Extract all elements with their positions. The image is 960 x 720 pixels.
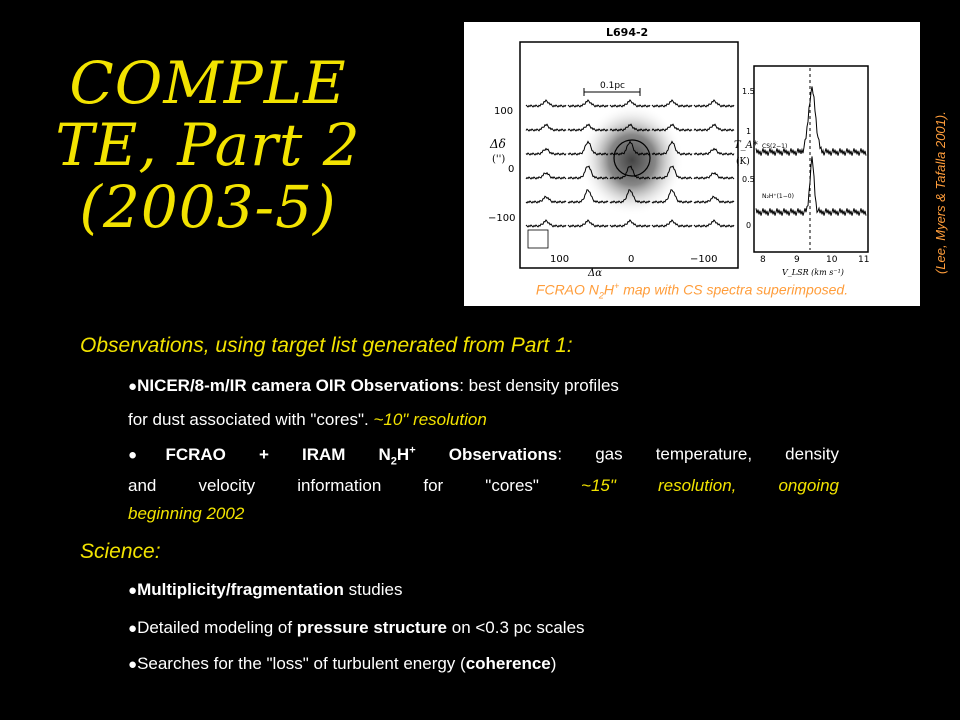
bullet-oir [128,376,619,396]
title-line-3: (2003-5) [79,173,337,241]
oir-resolution: ~10" resolution [373,410,487,429]
radio-beginning: beginning 2002 [128,504,245,523]
map-spectrum [526,100,566,107]
bullet-radio-cont-2 [128,504,244,524]
map-spectrum [526,173,566,179]
map-spectrum [526,149,566,156]
bullet-oir-cont [128,410,487,430]
spectrum-label: CS(2−1) [762,143,788,150]
y-axis-label: Δδ [490,137,506,151]
map-spectrum [652,220,692,227]
right-y-tick: 1.5 [742,87,755,96]
bullet-radio-cont [128,476,839,496]
radio-sub: 2 [390,455,397,468]
y-axis-unit: ('') [492,154,506,165]
panel-label: L694-2 [606,26,649,39]
n2h-spectrum [756,156,866,215]
radio-text-2: and velocity information for "cores" [128,476,582,495]
bullet-icon: ● [128,378,138,395]
map-spectrum [694,149,734,156]
right-x-tick: 9 [794,255,800,265]
bullet-icon: ● [128,656,138,673]
x-tick: −100 [690,254,718,265]
right-x-tick: 10 [826,255,838,265]
y-tick: −100 [488,213,516,224]
caption-mid: H [603,281,615,298]
map-spectrum [526,124,566,131]
x-tick: 100 [550,254,570,265]
pressure-text: on <0.3 pc scales [447,618,585,637]
radio-title-c: Observations [415,444,558,464]
map-and-spectra-image [464,22,920,278]
caption-sub: 2 [598,290,604,301]
y-tick: 0 [508,164,515,175]
radio-sup: + [409,444,416,456]
map-spectrum [526,196,566,203]
bullet-icon: ● [128,582,138,599]
x-axis-label: Δα [588,268,602,278]
oir-text: : best density profiles [459,376,619,395]
radio-text: : gas temperature, density [557,444,840,464]
bullet-icon: ● [128,620,138,637]
caption-post: map with CS spectra superimposed. [619,281,849,298]
column-density-blob [580,104,684,216]
map-spectrum [694,124,734,131]
map-spectrum [610,220,650,227]
title-line-2: TE, Part 2 [55,111,361,179]
science-heading: Science: [80,540,161,563]
coherence-bold: coherence [465,654,551,673]
map-spectrum [694,196,734,203]
multiplicity-text: studies [343,580,403,599]
radio-resolution: ~15" resolution, ongoing [581,476,839,495]
right-x-tick: 8 [760,255,766,265]
right-x-label: V_LSR (km s⁻¹) [782,268,844,277]
bullet-coherence [128,654,556,674]
right-y-tick: 1 [746,127,752,136]
caption-sup: + [614,281,620,291]
map-spectrum [694,220,734,227]
x-tick: 0 [628,254,635,265]
right-y-tick: 0.5 [742,175,755,184]
map-spectrum [694,100,734,107]
pressure-bold: pressure structure [296,618,448,637]
map-spectrum [652,100,692,107]
right-y-label: T_A* [734,140,758,151]
pressure-pre: Detailed modeling of [137,618,297,637]
spectra-figure [464,22,920,306]
map-spectrum [568,220,608,227]
map-spectrum [694,173,734,179]
figure-credit: (Lee, Myers & Tafalla 2001). [933,111,948,274]
title-line-1: COMPLE [69,49,347,117]
map-spectrum [568,100,608,107]
bullet-radio [128,444,839,467]
observations-heading: Observations, using target list generated from Part 1: [80,334,573,357]
map-spectrum [526,220,566,227]
figure-caption [464,281,920,300]
slide-title [48,49,368,241]
right-x-tick: 11 [858,255,870,265]
coherence-text: ) [550,654,557,673]
bullet-icon: ● [128,446,166,464]
radio-title-b: H [396,444,410,464]
oir-title: NICER/8-m/IR camera OIR Observations [137,376,460,395]
oir-text-2: for dust associated with "cores". [128,410,374,429]
coherence-pre: Searches for the "loss" of turbulent energy ( [137,654,466,673]
right-y-unit: (K) [736,157,750,167]
scale-label: 0.1pc [600,81,625,91]
right-y-tick: 0 [746,221,752,230]
spectrum-label: N₂H⁺(1−0) [762,193,794,200]
radio-title-a: FCRAO + IRAM N [165,444,391,464]
y-tick: 100 [494,106,514,117]
caption-pre: FCRAO N [535,281,599,298]
multiplicity-bold: Multiplicity/fragmentation [137,580,344,599]
bullet-multiplicity [128,580,403,600]
bullet-pressure [128,618,585,638]
